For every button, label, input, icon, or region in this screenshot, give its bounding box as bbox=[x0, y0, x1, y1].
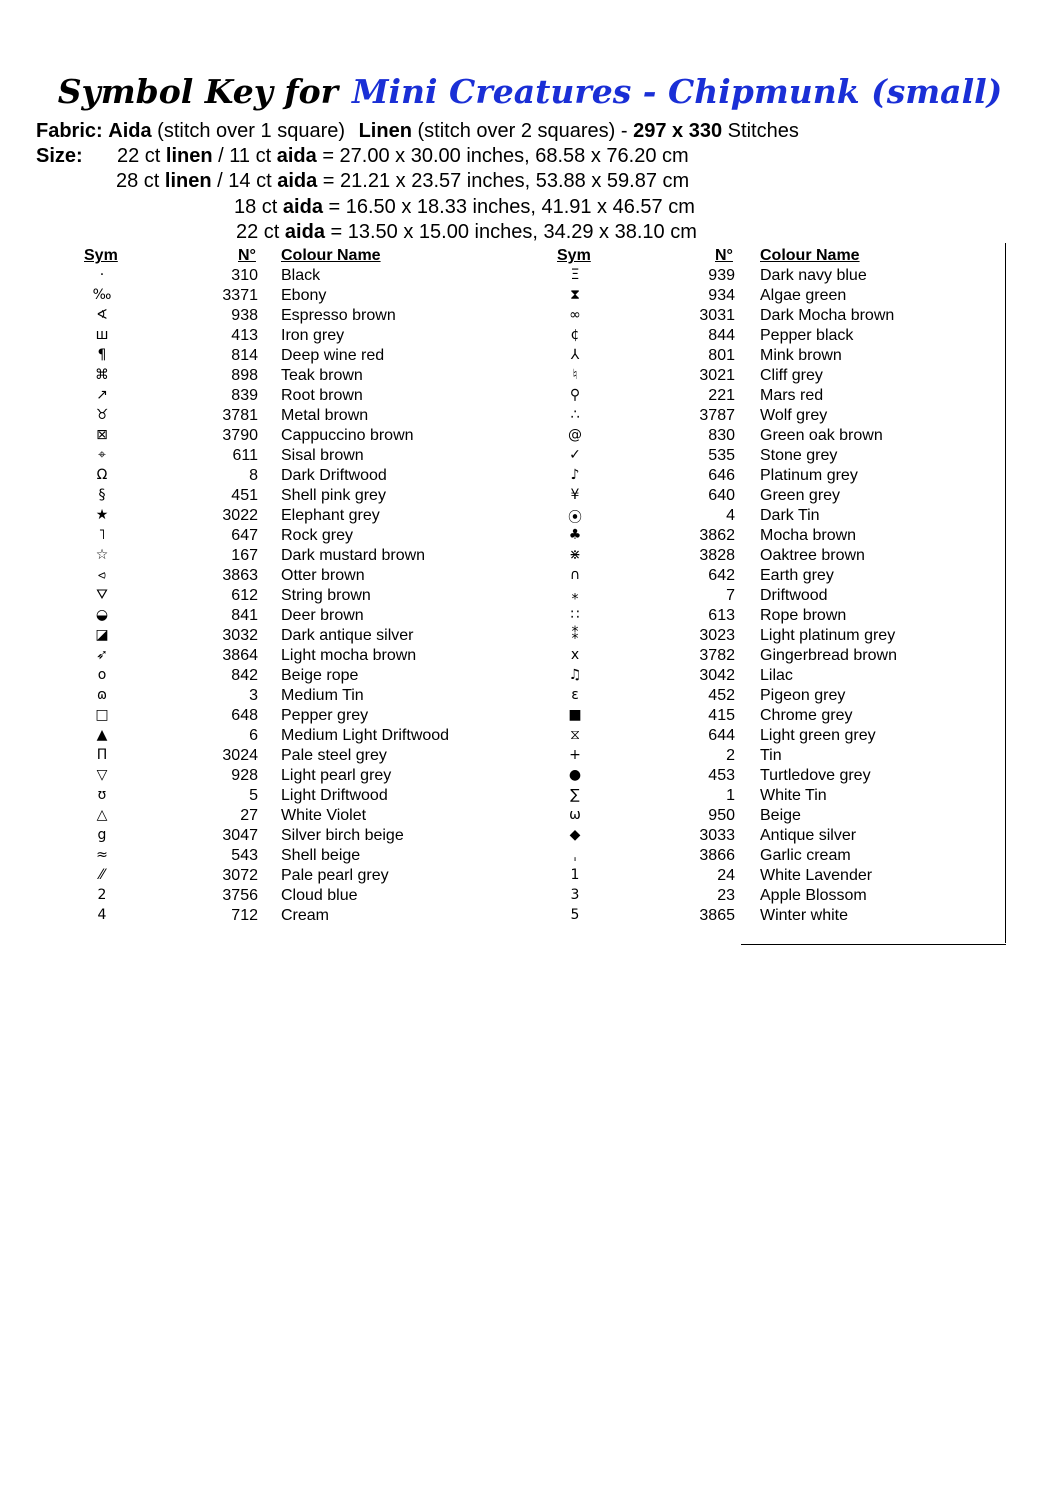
colour-name: Deer brown bbox=[281, 607, 364, 624]
thread-number: 612 bbox=[231, 587, 258, 604]
symbol-glyph: 2 bbox=[97, 887, 107, 903]
thread-number: 3072 bbox=[222, 867, 258, 884]
thread-number: 3024 bbox=[222, 747, 258, 764]
colour-name: Mars red bbox=[760, 387, 824, 404]
symbol-glyph: ✓ bbox=[569, 447, 581, 463]
symbol-glyph: ⋇ bbox=[569, 547, 581, 563]
symbol-glyph: ◪ bbox=[95, 627, 109, 643]
thread-number: 1 bbox=[726, 787, 735, 804]
thread-number: 928 bbox=[231, 767, 258, 784]
symbol-glyph: ⅄ bbox=[570, 347, 580, 363]
symbol-glyph: 4 bbox=[97, 907, 107, 923]
colour-name: Root brown bbox=[281, 387, 363, 404]
colour-name: Wolf grey bbox=[760, 407, 828, 424]
symbol-glyph: ⧗ bbox=[570, 287, 580, 303]
symbol-glyph: ● bbox=[568, 767, 582, 783]
colour-name: White Violet bbox=[281, 807, 367, 824]
thread-number: 3781 bbox=[222, 407, 258, 424]
thread-number: 451 bbox=[231, 487, 258, 504]
size-line-3 bbox=[234, 195, 695, 219]
stitch-count: 297 x 330 bbox=[633, 120, 723, 142]
symbol-glyph: △ bbox=[96, 807, 108, 823]
thread-number: 648 bbox=[231, 707, 258, 724]
colour-name: Dark Mocha brown bbox=[760, 307, 895, 324]
colour-name: Light pearl grey bbox=[281, 767, 392, 784]
thread-number: 3047 bbox=[222, 827, 258, 844]
thread-number: 3031 bbox=[699, 307, 735, 324]
size-line-4 bbox=[236, 220, 697, 244]
fabric-linen-note: (stitch over 2 squares) - bbox=[417, 120, 628, 142]
colour-name: Cloud blue bbox=[281, 887, 358, 904]
thread-number: 839 bbox=[231, 387, 258, 404]
thread-number: 3862 bbox=[699, 527, 735, 544]
size-1-mid: / 11 ct bbox=[218, 145, 272, 167]
symbol-glyph: ∞ bbox=[569, 307, 581, 323]
colour-name: Medium Tin bbox=[281, 687, 364, 704]
colour-name: Medium Light Driftwood bbox=[281, 727, 450, 744]
size-4-post: = 13.50 x 15.00 inches, 34.29 x 38.10 cm bbox=[330, 221, 697, 243]
size-1-post: = 27.00 x 30.00 inches, 68.58 x 76.20 cm bbox=[322, 145, 689, 167]
colour-name: Pale steel grey bbox=[281, 747, 387, 764]
symbol-glyph: o bbox=[97, 667, 107, 683]
symbol-glyph: ⚲ bbox=[569, 387, 581, 403]
colour-name: Sisal brown bbox=[281, 447, 364, 464]
symbol-glyph: ˌ bbox=[573, 847, 577, 863]
fabric-label: Fabric: bbox=[36, 120, 103, 142]
symbol-glyph: ♣ bbox=[568, 527, 582, 543]
symbol-glyph: ∢ bbox=[96, 307, 108, 323]
colour-name: Beige bbox=[760, 807, 801, 824]
thread-number: 167 bbox=[231, 547, 258, 564]
colour-name: Green grey bbox=[760, 487, 841, 504]
thread-number: 646 bbox=[708, 467, 735, 484]
colour-name: Oaktree brown bbox=[760, 547, 865, 564]
thread-number: 543 bbox=[231, 847, 258, 864]
size-2-b2: aida bbox=[277, 170, 318, 192]
size-label: Size: bbox=[36, 145, 83, 167]
size-2-mid: / 14 ct bbox=[217, 170, 272, 192]
size-3-pre: 18 ct bbox=[234, 196, 278, 218]
symbol-glyph: 3 bbox=[570, 887, 580, 903]
thread-number: 939 bbox=[708, 267, 735, 284]
thread-number: 535 bbox=[708, 447, 735, 464]
thread-number: 310 bbox=[231, 267, 258, 284]
thread-number: 8 bbox=[249, 467, 258, 484]
symbol-glyph: ˥ bbox=[98, 527, 106, 543]
symbol-glyph: x bbox=[570, 647, 580, 663]
thread-number: 642 bbox=[708, 567, 735, 584]
colour-name: Cappuccino brown bbox=[281, 427, 414, 444]
thread-number: 830 bbox=[708, 427, 735, 444]
colour-name: Dark Driftwood bbox=[281, 467, 387, 484]
thread-number: 4 bbox=[726, 507, 735, 524]
symbol-glyph: ⪦ bbox=[98, 567, 106, 583]
fabric-line bbox=[36, 119, 799, 143]
symbol-glyph: ▲ bbox=[96, 727, 108, 743]
symbol-glyph: § bbox=[98, 487, 106, 503]
symbol-glyph: · bbox=[99, 267, 105, 283]
colour-name: Pigeon grey bbox=[760, 687, 846, 704]
right-name-header: Colour Name bbox=[760, 247, 860, 264]
thread-number: 844 bbox=[708, 327, 735, 344]
thread-number: 712 bbox=[231, 907, 258, 924]
symbol-glyph: ⧖ bbox=[570, 727, 580, 743]
symbol-glyph: ♪ bbox=[570, 467, 580, 483]
symbol-glyph: ☆ bbox=[95, 547, 109, 563]
pattern-name: Mini Creatures - Chipmunk (small) bbox=[351, 72, 1003, 111]
symbol-glyph: ⁑ bbox=[571, 627, 579, 643]
colour-name: Pepper grey bbox=[281, 707, 369, 724]
colour-name: Apple Blossom bbox=[760, 887, 867, 904]
size-line-2 bbox=[116, 169, 689, 193]
thread-number: 3371 bbox=[222, 287, 258, 304]
size-3-b1: aida bbox=[282, 196, 323, 218]
symbol-glyph: Ξ bbox=[570, 267, 580, 283]
thread-number: 3023 bbox=[699, 627, 735, 644]
colour-name: Pepper black bbox=[760, 327, 854, 344]
thread-number: 221 bbox=[708, 387, 735, 404]
size-2-b1: linen bbox=[164, 170, 212, 192]
colour-name: Winter white bbox=[760, 907, 849, 924]
thread-number: 3022 bbox=[222, 507, 258, 524]
colour-name: Metal brown bbox=[281, 407, 369, 424]
colour-name: White Lavender bbox=[760, 867, 873, 884]
size-label-line bbox=[36, 144, 83, 168]
symbol-glyph: ‰ bbox=[92, 287, 112, 303]
symbol-glyph: Ω bbox=[96, 467, 108, 483]
fabric-aida: Aida bbox=[108, 120, 152, 142]
thread-number: 613 bbox=[708, 607, 735, 624]
colour-name: Rock grey bbox=[281, 527, 354, 544]
colour-name: Silver birch beige bbox=[281, 827, 404, 844]
symbol-glyph: ⁄⁄ bbox=[99, 867, 105, 883]
colour-name: Pale pearl grey bbox=[281, 867, 389, 884]
left-name-header: Colour Name bbox=[281, 247, 381, 264]
symbol-glyph: ➶ bbox=[96, 647, 108, 663]
colour-name: Beige rope bbox=[281, 667, 359, 684]
colour-name: Elephant grey bbox=[281, 507, 380, 524]
fabric-linen: Linen bbox=[358, 120, 412, 142]
colour-name: Earth grey bbox=[760, 567, 834, 584]
thread-number: 3033 bbox=[699, 827, 735, 844]
colour-name: Platinum grey bbox=[760, 467, 858, 484]
colour-name: Otter brown bbox=[281, 567, 365, 584]
symbol-glyph: ≈ bbox=[96, 847, 108, 863]
colour-name: Lilac bbox=[760, 667, 793, 684]
thread-number: 6 bbox=[249, 727, 258, 744]
thread-number: 3787 bbox=[699, 407, 735, 424]
symbol-glyph: □ bbox=[95, 707, 109, 723]
thread-number: 3042 bbox=[699, 667, 735, 684]
thread-number: 898 bbox=[231, 367, 258, 384]
colour-name: Green oak brown bbox=[760, 427, 883, 444]
symbol-glyph: ⛛ bbox=[96, 587, 108, 603]
size-4-b1: aida bbox=[284, 221, 325, 243]
thread-number: 3790 bbox=[222, 427, 258, 444]
symbol-glyph: ¥ bbox=[570, 487, 580, 503]
symbol-glyph: ∑ bbox=[570, 787, 580, 803]
symbol-glyph: ¶ bbox=[97, 347, 107, 363]
thread-number: 452 bbox=[708, 687, 735, 704]
colour-name: Tin bbox=[760, 747, 782, 764]
symbol-glyph: ♮ bbox=[572, 367, 578, 383]
symbol-glyph: ♫ bbox=[568, 667, 582, 683]
thread-number: 3828 bbox=[699, 547, 735, 564]
thread-number: 938 bbox=[231, 307, 258, 324]
right-border-line bbox=[1005, 243, 1006, 943]
colour-name: Mocha brown bbox=[760, 527, 857, 544]
symbol-glyph: ∴ bbox=[570, 407, 580, 423]
colour-name: Light Driftwood bbox=[281, 787, 388, 804]
thread-number: 3 bbox=[249, 687, 258, 704]
thread-number: 23 bbox=[717, 887, 735, 904]
symbol-glyph: 5 bbox=[570, 907, 580, 923]
thread-number: 415 bbox=[708, 707, 735, 724]
symbol-glyph: ■ bbox=[568, 707, 582, 723]
left-sym-header: Sym bbox=[84, 247, 118, 264]
thread-number: 24 bbox=[717, 867, 735, 884]
colour-name: Chrome grey bbox=[760, 707, 853, 724]
size-line-1 bbox=[117, 144, 689, 168]
thread-number: 2 bbox=[726, 747, 735, 764]
left-num-header: N° bbox=[238, 247, 256, 264]
thread-number: 801 bbox=[708, 347, 735, 364]
thread-number: 3865 bbox=[699, 907, 735, 924]
title-lead: Symbol Key for bbox=[57, 72, 338, 111]
size-2-post: = 21.21 x 23.57 inches, 53.88 x 59.87 cm bbox=[322, 170, 690, 192]
size-1-pre: 22 ct bbox=[117, 145, 161, 167]
colour-name: Teak brown bbox=[281, 367, 363, 384]
symbol-glyph: + bbox=[569, 747, 581, 763]
colour-name: Ebony bbox=[281, 287, 327, 304]
symbol-glyph: Π bbox=[96, 747, 108, 763]
thread-number: 950 bbox=[708, 807, 735, 824]
thread-number: 934 bbox=[708, 287, 735, 304]
size-1-b2: aida bbox=[276, 145, 317, 167]
symbol-glyph: @ bbox=[568, 427, 582, 443]
colour-name: White Tin bbox=[760, 787, 827, 804]
page-title bbox=[0, 72, 1060, 111]
size-4-pre: 22 ct bbox=[236, 221, 280, 243]
thread-number: 27 bbox=[240, 807, 258, 824]
colour-name: Light green grey bbox=[760, 727, 876, 744]
colour-name: Mink brown bbox=[760, 347, 842, 364]
thread-number: 3782 bbox=[699, 647, 735, 664]
size-3-post: = 16.50 x 18.33 inches, 41.91 x 46.57 cm bbox=[328, 196, 695, 218]
colour-name: Shell pink grey bbox=[281, 487, 386, 504]
colour-name: Cream bbox=[281, 907, 330, 924]
symbol-glyph: ω bbox=[569, 807, 581, 823]
thread-number: 842 bbox=[231, 667, 258, 684]
thread-number: 841 bbox=[231, 607, 258, 624]
thread-number: 413 bbox=[231, 327, 258, 344]
thread-number: 644 bbox=[708, 727, 735, 744]
colour-name: String brown bbox=[281, 587, 371, 604]
colour-name: Dark Tin bbox=[760, 507, 820, 524]
symbol-glyph: ∷ bbox=[570, 607, 580, 623]
colour-name: Dark navy blue bbox=[760, 267, 867, 284]
thread-number: 647 bbox=[231, 527, 258, 544]
symbol-glyph: ↗ bbox=[96, 387, 108, 403]
fabric-aida-note: (stitch over 1 square) bbox=[157, 120, 346, 142]
colour-name: Antique silver bbox=[760, 827, 857, 844]
colour-name: Rope brown bbox=[760, 607, 847, 624]
colour-name: Stone grey bbox=[760, 447, 838, 464]
thread-number: 3864 bbox=[222, 647, 258, 664]
colour-name: Algae green bbox=[760, 287, 847, 304]
thread-number: 5 bbox=[249, 787, 258, 804]
colour-name: Black bbox=[281, 267, 321, 284]
thread-number: 3866 bbox=[699, 847, 735, 864]
thread-number: 453 bbox=[708, 767, 735, 784]
right-sym-header: Sym bbox=[557, 247, 591, 264]
symbol-glyph: 1 bbox=[570, 867, 580, 883]
bottom-border-line bbox=[741, 944, 1006, 945]
symbol-glyph: ∩ bbox=[569, 567, 581, 583]
symbol-glyph: ◒ bbox=[95, 607, 109, 623]
size-1-b1: linen bbox=[165, 145, 213, 167]
colour-name: Light platinum grey bbox=[760, 627, 896, 644]
colour-name: Turtledove grey bbox=[760, 767, 871, 784]
thread-number: 3863 bbox=[222, 567, 258, 584]
colour-name: Gingerbread brown bbox=[760, 647, 897, 664]
right-num-header: N° bbox=[715, 247, 733, 264]
thread-number: 640 bbox=[708, 487, 735, 504]
colour-name: Garlic cream bbox=[760, 847, 851, 864]
colour-name: Espresso brown bbox=[281, 307, 396, 324]
thread-number: 3032 bbox=[222, 627, 258, 644]
size-2-pre: 28 ct bbox=[116, 170, 160, 192]
symbol-glyph: ♉ bbox=[95, 407, 109, 423]
symbol-glyph: ◆ bbox=[569, 827, 581, 843]
symbol-glyph: ⦿ bbox=[568, 510, 582, 526]
thread-number: 7 bbox=[726, 587, 735, 604]
thread-number: 3021 bbox=[699, 367, 735, 384]
symbol-glyph: ⁎ bbox=[571, 587, 579, 603]
symbol-glyph: ε bbox=[571, 687, 579, 703]
symbol-glyph: ⌘ bbox=[95, 367, 109, 383]
thread-number: 3756 bbox=[222, 887, 258, 904]
symbol-glyph: ¢ bbox=[570, 327, 580, 343]
symbol-glyph: ш bbox=[95, 327, 109, 343]
colour-name: Driftwood bbox=[760, 587, 828, 604]
symbol-glyph: ★ bbox=[95, 507, 109, 523]
colour-name: Light mocha brown bbox=[281, 647, 417, 664]
thread-number: 814 bbox=[231, 347, 258, 364]
symbol-glyph: ▽ bbox=[96, 767, 108, 783]
stitch-word: Stitches bbox=[727, 120, 799, 142]
colour-name: Iron grey bbox=[281, 327, 345, 344]
colour-name: Dark mustard brown bbox=[281, 547, 426, 564]
colour-name: Shell beige bbox=[281, 847, 361, 864]
colour-name: Deep wine red bbox=[281, 347, 385, 364]
symbol-glyph: g bbox=[97, 827, 107, 843]
symbol-glyph: ɷ bbox=[96, 687, 108, 703]
symbol-glyph: ʊ bbox=[97, 787, 107, 803]
symbol-glyph: ⊠ bbox=[96, 427, 108, 443]
symbol-glyph: ⌖ bbox=[98, 447, 106, 463]
colour-name: Dark antique silver bbox=[281, 627, 414, 644]
colour-name: Cliff grey bbox=[760, 367, 823, 384]
thread-number: 611 bbox=[232, 447, 258, 464]
